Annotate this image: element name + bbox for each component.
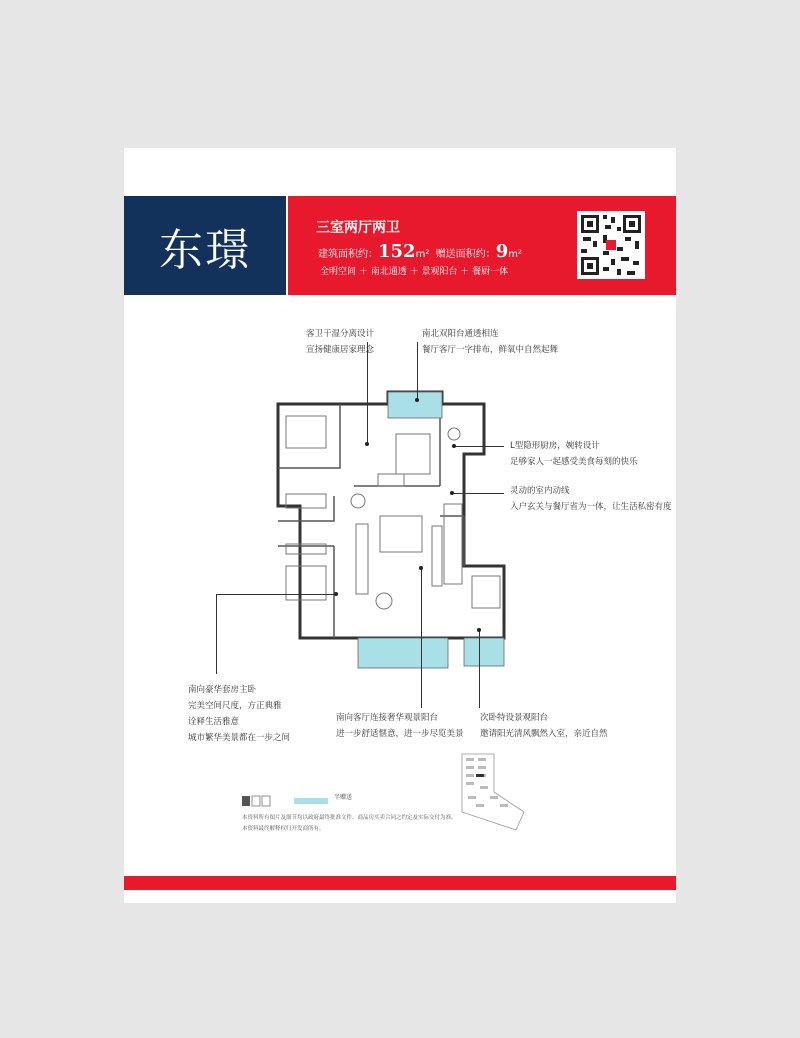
leader-dot xyxy=(452,444,456,448)
callout-line: 餐厅客厅一字排布，鲜氧中自然起舞 xyxy=(422,345,559,355)
callout-line: 灵动的室内动线 xyxy=(510,486,570,496)
leader-line xyxy=(417,342,418,400)
callout-line: 南向豪华套房主卧 xyxy=(188,685,257,695)
callout-line: 完美空间尺度，方正典雅 xyxy=(188,701,282,711)
callout-line: 诠释生活雅意 xyxy=(188,717,240,727)
callout-kitchen xyxy=(510,438,638,470)
callout-line: 客卫干湿分离设计 xyxy=(306,329,375,339)
gift-area-label: 半赠送 xyxy=(334,794,353,801)
bottom-red-band xyxy=(124,876,676,890)
leader-line xyxy=(454,446,504,447)
disclaimer xyxy=(242,813,457,835)
callout-line: 南北双阳台通透相连 xyxy=(422,329,499,339)
leader-line xyxy=(479,630,480,708)
leader-line xyxy=(216,594,336,595)
leader-dot xyxy=(365,442,369,446)
leader-dot xyxy=(419,566,423,570)
callout-balcony-north xyxy=(422,326,558,358)
project-name: 东璟 xyxy=(159,224,251,276)
disclaimer-line: 本资料最终解释权归开发商所有。 xyxy=(242,826,325,832)
callout-line: 宣扬健康居家理念 xyxy=(306,345,375,355)
disclaimer-line: 本资料所有图片及细节均以政府最终批准文件、商品房买卖合同之约定及实际交付为准。 xyxy=(242,815,457,821)
leader-line xyxy=(421,568,422,708)
callout-line: 次卧特设景观阳台 xyxy=(480,713,549,723)
leader-dot xyxy=(415,398,419,402)
qr-code-icon xyxy=(577,211,645,279)
callout-master-bedroom xyxy=(188,682,290,746)
unit-title: 三室两厅两卫 xyxy=(316,220,400,236)
callout-line: L型隐形厨房，婉转设计 xyxy=(510,441,600,451)
callout-bathroom xyxy=(306,326,374,358)
callout-circulation xyxy=(510,483,672,515)
area-unit: m² xyxy=(415,249,430,260)
gift-value: 9 xyxy=(495,241,509,262)
feature-list: 全明空间 ＋ 南北通透 ＋ 景观阳台 ＋ 餐厨一体 xyxy=(320,267,509,277)
callout-line: 足够家人一起感受美食每刻的快乐 xyxy=(510,457,638,467)
legend xyxy=(242,792,402,811)
floor-plan xyxy=(264,376,524,676)
callout-second-bedroom xyxy=(480,710,608,742)
leader-line xyxy=(216,594,217,674)
area-value: 152 xyxy=(378,241,416,262)
gift-label: 赠送面积约： xyxy=(435,249,496,260)
leader-dot xyxy=(450,491,454,495)
site-plan-thumbnail xyxy=(454,752,534,832)
callout-living-room xyxy=(336,710,464,742)
area-line xyxy=(318,241,522,262)
callout-line: 进一步舒适惬意，进一步尽览美景 xyxy=(336,729,464,739)
callout-line: 入户玄关与餐厅省为一体，让生活私密有度 xyxy=(510,502,672,512)
area-label: 建筑面积约： xyxy=(318,249,378,260)
leader-line xyxy=(452,493,504,494)
leader-dot xyxy=(477,628,481,632)
compass-icon xyxy=(242,795,402,807)
gift-unit: m² xyxy=(508,249,522,260)
leader-dot xyxy=(334,592,338,596)
callout-line: 城市繁华美景都在一步之间 xyxy=(188,733,291,743)
header-band xyxy=(124,196,676,295)
callout-line: 邀请阳光清风飘然入室，亲近自然 xyxy=(480,729,608,739)
unit-info-block xyxy=(288,196,676,295)
project-name-block xyxy=(124,196,286,295)
brochure-sheet xyxy=(124,148,676,903)
callout-line: 南向客厅连接奢华观景阳台 xyxy=(336,713,439,723)
